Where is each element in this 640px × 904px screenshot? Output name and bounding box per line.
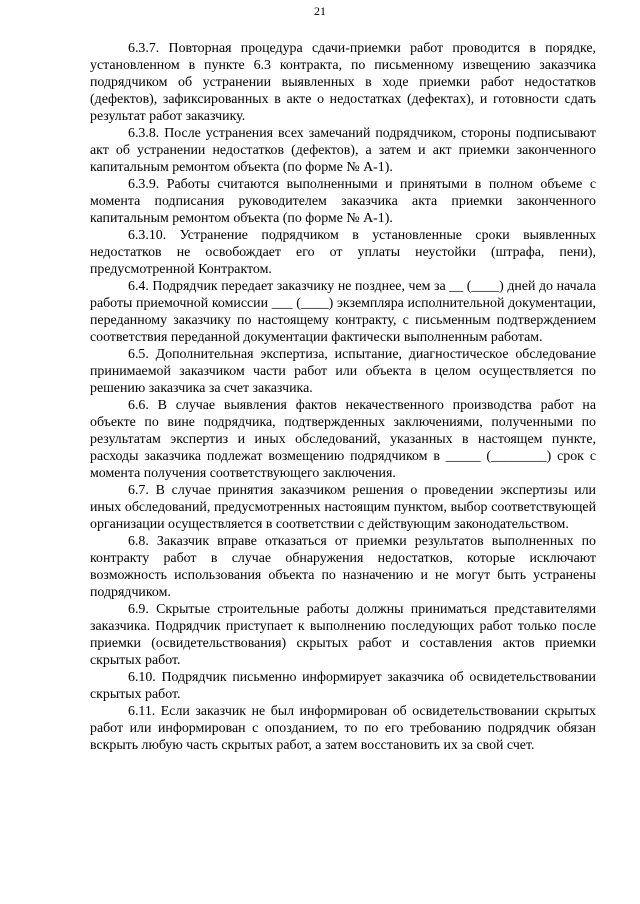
paragraph-6-5: 6.5. Дополнительная экспертиза, испытание, диагностическое обследование принимаемой заказчиком части работ или объекта в целом осуществляется по решению заказчика за счет заказчика.: [90, 347, 596, 396]
page-number: 21: [314, 4, 326, 18]
paragraph-6-3-9: 6.3.9. Работы считаются выполненными и принятыми в полном объеме с момента подписания руководителем заказчика акта приемки законченного капитальным ремонтом объекта (по форме № А-1).: [90, 177, 596, 226]
paragraph-6-10: 6.10. Подрядчик письменно информирует заказчика об освидетельствовании скрытых работ.: [90, 670, 596, 702]
paragraph-6-11: 6.11. Если заказчик не был информирован об освидетельствовании скрытых работ или информирован с опозданием, то по его требованию подрядчик обязан вскрыть любую часть скрытых работ, а затем восстановить их за свой счет.: [90, 704, 596, 753]
paragraph-6-6: 6.6. В случае выявления фактов некачественного производства работ на объекте по вине подрядчика, подтвержденных заключениями, полученными по результатам экспертиз и иных обследований, указанных в настоящем пункте, расходы заказчика подлежат возмещению подрядчиком в _____ (________) срок с момента получения соответствующего заключения.: [90, 398, 596, 481]
paragraph-6-8: 6.8. Заказчик вправе отказаться от приемки результатов выполненных по контракту работ в случае обнаружения недостатков, которые исключают возможность использования объекта по назначению и не могут быть устранены подрядчиком.: [90, 534, 596, 600]
document-body: [90, 40, 596, 754]
paragraph-6-4: 6.4. Подрядчик передает заказчику не позднее, чем за __ (____) дней до начала работы приемочной комиссии ___ (____) экземпляра исполнительной документации, переданному заказчику по настоящему контракту, с письменным подтверждением соответствия переданной документации фактически выполненным работам.: [90, 279, 596, 345]
paragraph-6-9: 6.9. Скрытые строительные работы должны приниматься представителями заказчика. Подрядчик приступает к выполнению последующих работ только после приемки (освидетельствования) скрытых работ и составления актов приемки скрытых работ.: [90, 602, 596, 668]
paragraph-6-3-10: 6.3.10. Устранение подрядчиком в установленные сроки выявленных недостатков не освобождает его от уплаты неустойки (штрафа, пени), предусмотренной Контрактом.: [90, 228, 596, 277]
paragraph-6-3-8: 6.3.8. После устранения всех замечаний подрядчиком, стороны подписывают акт об устранении недостатков (дефектов), а затем и акт приемки законченного капитальным ремонтом объекта (по форме № А-1).: [90, 126, 596, 175]
paragraph-6-3-7: 6.3.7. Повторная процедура сдачи-приемки работ проводится в порядке, установленном в пункте 6.3 контракта, по письменному извещению заказчика подрядчиком об устранении выявленных в ходе приемки работ недостатков (дефектов), зафиксированных в акте о недостатках (дефектах), и готовности сдать результат работ заказчику.: [90, 41, 596, 124]
paragraph-6-7: 6.7. В случае принятия заказчиком решения о проведении экспертизы или иных обследований, предусмотренных настоящим пунктом, выбор соответствующей организации осуществляется в соответствии с действующим законодательством.: [90, 483, 596, 532]
